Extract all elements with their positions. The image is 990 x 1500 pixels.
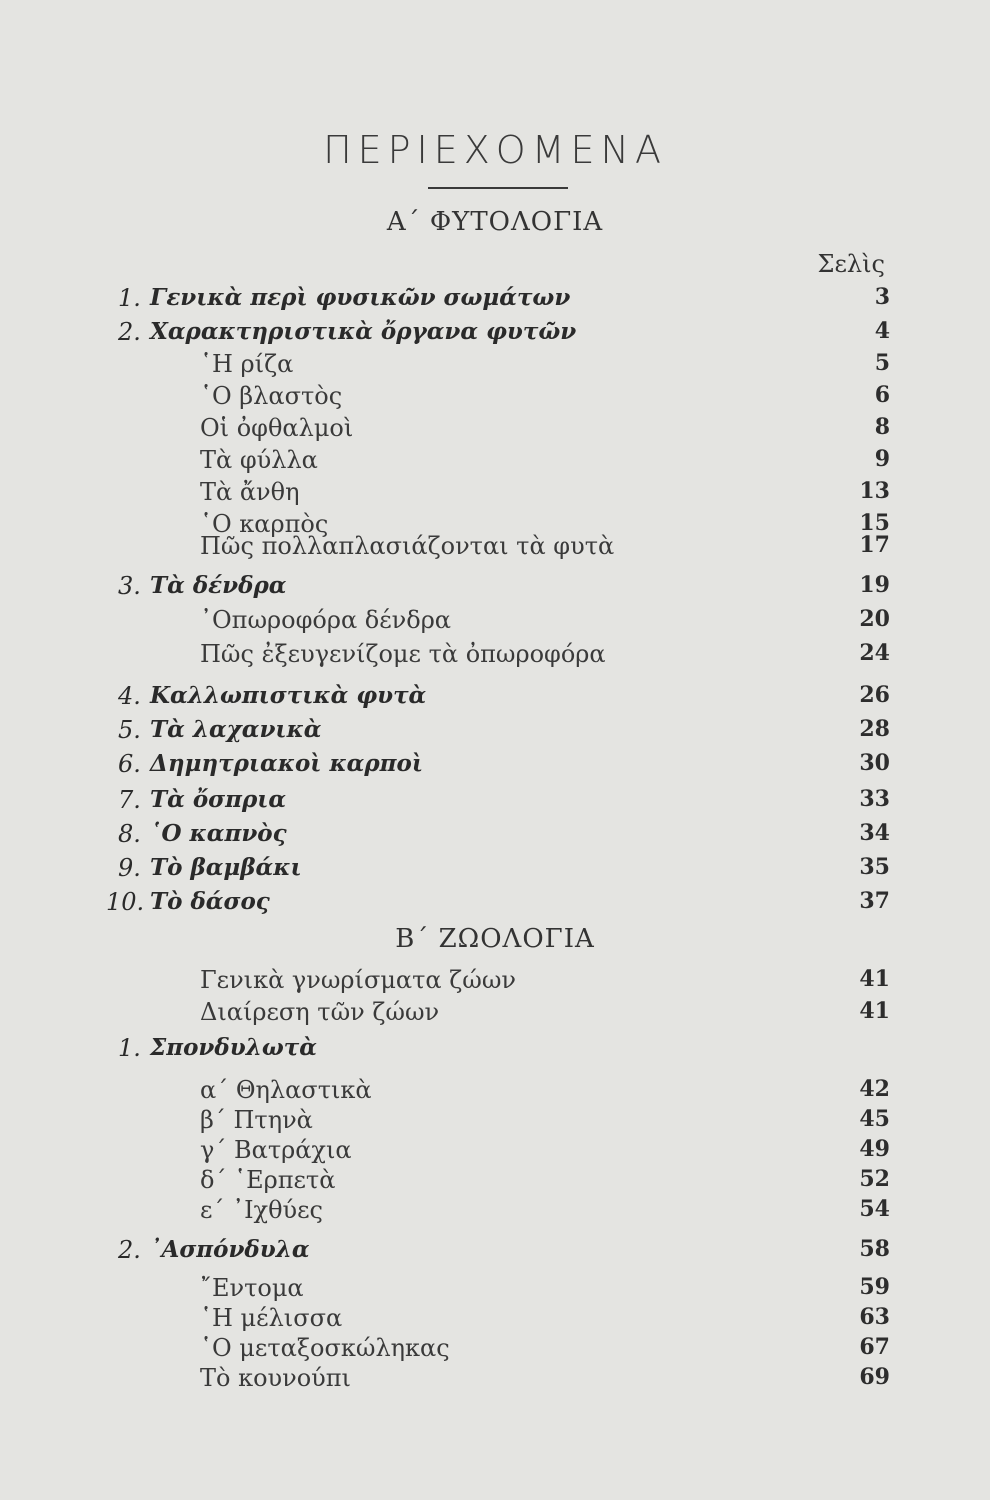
entry-page-number: 37 (859, 888, 890, 914)
entry-page-number: 54 (859, 1196, 890, 1222)
toc-entry (0, 1274, 990, 1306)
entry-title: Τὸ δάσος (150, 888, 270, 915)
entry-page-number: 63 (859, 1304, 890, 1330)
entry-title: γ΄ Βατράχια (200, 1136, 352, 1164)
entry-title: Τὰ ἄνθη (200, 478, 300, 506)
toc-entry (0, 640, 990, 672)
entry-title: ῾Ο βλαστὸς (200, 382, 343, 410)
toc-entry (0, 1136, 990, 1168)
entry-page-number: 58 (859, 1236, 890, 1262)
entry-page-number: 15 (859, 510, 890, 536)
entry-title: Τὸ κουνούπι (200, 1364, 351, 1392)
entry-page-number: 28 (859, 716, 890, 742)
toc-entry (0, 820, 990, 852)
entry-title: Δημητριακοὶ καρποὶ (150, 750, 423, 777)
entry-title: Τὸ βαμβάκι (150, 854, 302, 881)
toc-entry (0, 888, 990, 920)
entry-page-number: 69 (859, 1364, 890, 1390)
entry-page-number: 49 (859, 1136, 890, 1162)
toc-entry (0, 478, 990, 510)
title-underline (428, 187, 568, 189)
entry-page-number: 45 (859, 1106, 890, 1132)
entry-page-number: 42 (859, 1076, 890, 1102)
entry-number: 4. (118, 682, 141, 710)
entry-title: ῾Ο καπνὸς (150, 820, 287, 847)
entry-title: α΄ Θηλαστικὰ (200, 1076, 372, 1104)
entry-page-number: 13 (859, 478, 890, 504)
entry-title: Γενικὰ γνωρίσματα ζώων (200, 966, 516, 994)
entry-number: 10. (106, 888, 145, 916)
toc-entry (0, 1334, 990, 1366)
toc-entry (0, 318, 990, 350)
entry-title: ε΄ ᾿Ιχθύες (200, 1196, 323, 1224)
entry-title: Σπονδυλωτὰ (150, 1034, 317, 1061)
entry-number: 6. (118, 750, 141, 778)
entry-title: ῾Ο καρπὸς (200, 510, 329, 538)
entry-title: Καλλωπιστικὰ φυτὰ (150, 682, 427, 709)
page-column-label: Σελὶς (817, 250, 885, 278)
entry-number: 1. (118, 1034, 141, 1062)
toc-entry (0, 1304, 990, 1336)
entry-page-number: 17 (859, 532, 890, 558)
entry-page-number: 30 (859, 750, 890, 776)
entry-page-number: 52 (859, 1166, 890, 1192)
entry-title: Τὰ φύλλα (200, 446, 318, 474)
entry-page-number: 41 (859, 966, 890, 992)
entry-page-number: 33 (859, 786, 890, 812)
entry-number: 7. (118, 786, 141, 814)
toc-entry (0, 606, 990, 638)
entry-title: Πῶς πολλαπλασιάζονται τὰ φυτὰ (200, 532, 615, 560)
entry-title: β΄ Πτηνὰ (200, 1106, 313, 1134)
toc-entry (0, 1166, 990, 1198)
toc-entry (0, 966, 990, 998)
entry-title: Οἱ ὀφθαλμοὶ (200, 414, 354, 442)
entry-page-number: 59 (859, 1274, 890, 1300)
toc-entry (0, 854, 990, 886)
entry-page-number: 24 (859, 640, 890, 666)
entry-page-number: 6 (874, 382, 890, 408)
entry-page-number: 26 (859, 682, 890, 708)
toc-entry (0, 1364, 990, 1396)
toc-entry (0, 1236, 990, 1268)
entry-number: 5. (118, 716, 141, 744)
page-title: ΠΕΡΙΕΧΟΜΕΝΑ (323, 128, 667, 172)
entry-page-number: 9 (874, 446, 890, 472)
entry-page-number: 34 (859, 820, 890, 846)
entry-title: ῾Ο μεταξοσκώληκας (200, 1334, 450, 1362)
entry-title: ᾿Ασπόνδυλα (150, 1236, 310, 1263)
toc-entry (0, 1196, 990, 1228)
entry-title: Τὰ δένδρα (150, 572, 287, 599)
entry-title: Γενικὰ περὶ φυσικῶν σωμάτων (150, 284, 571, 311)
entry-title: δ΄ ῾Ερπετὰ (200, 1166, 336, 1194)
entry-number: 2. (118, 1236, 141, 1264)
entry-number: 8. (118, 820, 141, 848)
entry-page-number: 8 (874, 414, 890, 440)
toc-entry (0, 1106, 990, 1138)
entry-number: 2. (118, 318, 141, 346)
toc-entry (0, 1034, 990, 1066)
entry-page-number: 4 (874, 318, 890, 344)
toc-entry (0, 414, 990, 446)
toc-entry (0, 284, 990, 316)
entry-title: ῾Η ρίζα (200, 350, 294, 378)
toc-entry (0, 350, 990, 382)
toc-entry (0, 682, 990, 714)
toc-entry (0, 1076, 990, 1108)
entry-title: ῎Εντομα (200, 1274, 304, 1302)
entry-number: 9. (118, 854, 141, 882)
toc-entry (0, 532, 990, 564)
toc-entry (0, 750, 990, 782)
toc-entry (0, 572, 990, 604)
entry-page-number: 3 (874, 284, 890, 310)
entry-number: 3. (118, 572, 141, 600)
entry-title: Χαρακτηριστικὰ ὄργανα φυτῶν (150, 318, 577, 345)
entry-title: ᾿Οπωροφόρα δένδρα (200, 606, 452, 634)
toc-entry (0, 446, 990, 478)
entry-page-number: 20 (859, 606, 890, 632)
entry-number: 1. (118, 284, 141, 312)
toc-entry (0, 716, 990, 748)
section-heading-zoology: Β΄ ΖΩΟΛΟΓΙΑ (395, 924, 595, 954)
entry-page-number: 67 (859, 1334, 890, 1360)
entry-page-number: 41 (859, 998, 890, 1024)
entry-page-number: 35 (859, 854, 890, 880)
entry-title: Τὰ ὄσπρια (150, 786, 287, 813)
entry-title: Τὰ λαχανικὰ (150, 716, 322, 743)
entry-title: Διαίρεση τῶν ζώων (200, 998, 440, 1026)
entry-page-number: 19 (859, 572, 890, 598)
toc-entry (0, 998, 990, 1030)
entry-title: Πῶς ἐξευγενίζομε τὰ ὀπωροφόρα (200, 640, 606, 668)
entry-title: ῾Η μέλισσα (200, 1304, 343, 1332)
toc-entry (0, 786, 990, 818)
section-heading-botany: Α΄ ΦΥΤΟΛΟΓΙΑ (386, 207, 604, 237)
toc-entry (0, 382, 990, 414)
entry-page-number: 5 (874, 350, 890, 376)
